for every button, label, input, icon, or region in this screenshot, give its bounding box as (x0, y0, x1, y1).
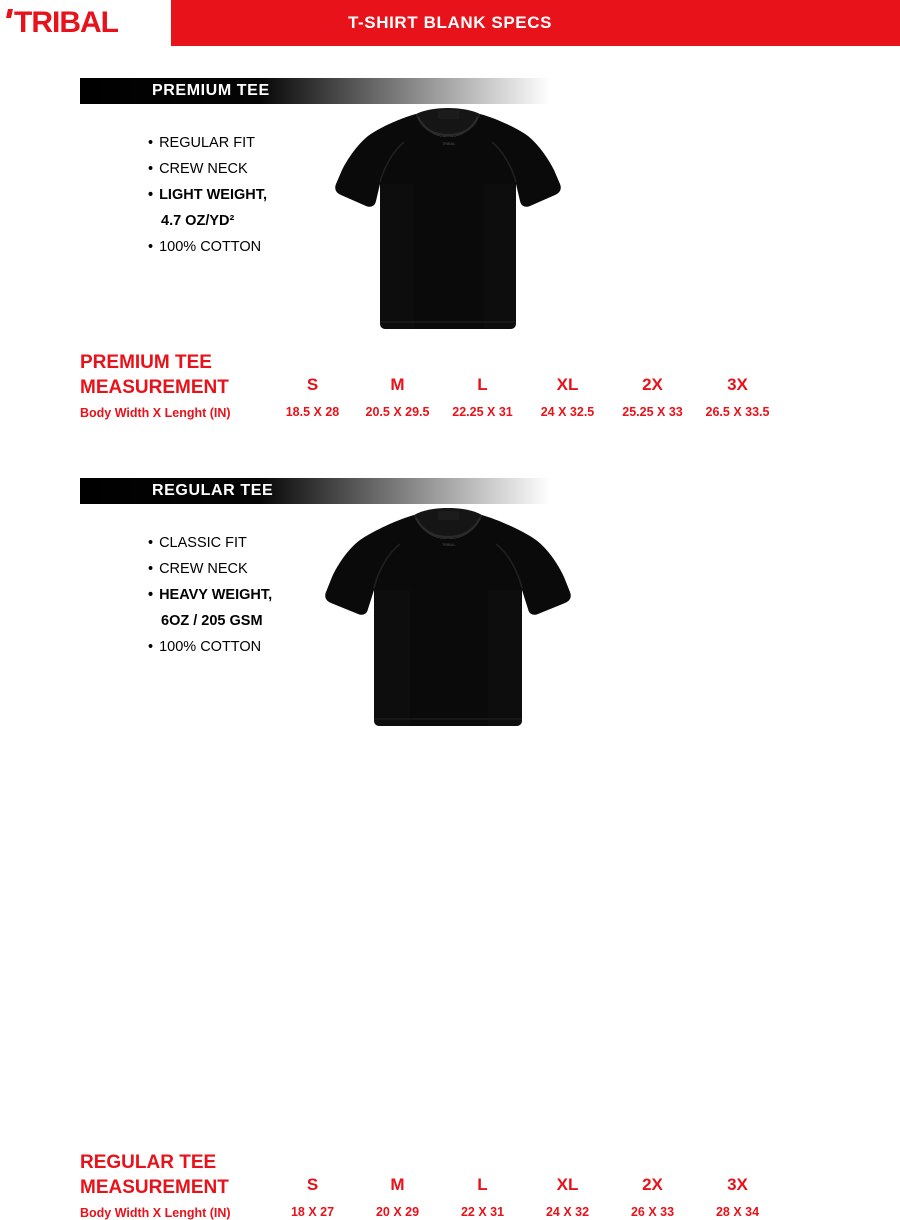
section-banner (80, 78, 550, 104)
section-banner (80, 478, 550, 504)
table-row (270, 1205, 780, 1219)
bullet-dot-icon: • (148, 535, 154, 551)
list-item-label: 100% COTTON (159, 239, 262, 255)
premium-tee-illustration (318, 108, 578, 358)
table-cell: 22 X 31 (460, 1205, 505, 1219)
table-cell: 20 X 29 (375, 1205, 420, 1219)
column-header: L (477, 1175, 488, 1194)
table-header-row (270, 375, 780, 395)
column-header: M (390, 1175, 405, 1194)
table-title-line1: REGULAR TEE (80, 1152, 217, 1173)
list-item-label: 6OZ / 205 GSM (161, 613, 263, 629)
brand-logo (0, 0, 170, 46)
table-cell: 22.25 X 31 (452, 405, 513, 419)
table-cell: 18 X 27 (290, 1205, 335, 1219)
list-item-label: CREW NECK (159, 561, 248, 577)
neck-tag-label: TRIBAL (442, 542, 456, 547)
bullet-dot-icon: • (148, 161, 154, 177)
column-header: XL (556, 375, 579, 394)
table-cell: 24 X 32.5 (540, 405, 595, 419)
bullet-dot-icon: • (148, 239, 154, 255)
list-item-label: LIGHT WEIGHT, (159, 187, 268, 203)
bullet-dot-icon: • (148, 561, 154, 577)
bullet-dot-icon: • (148, 187, 154, 203)
list-item-label: 4.7 OZ/YD² (161, 213, 235, 229)
table-cell: 26.5 X 33.5 (705, 405, 770, 419)
page-title: T-SHIRT BLANK SPECS (347, 13, 553, 32)
column-header: L (477, 375, 488, 394)
column-header: 3X (727, 1175, 748, 1194)
column-header: 2X (642, 375, 663, 394)
table-row (270, 405, 780, 419)
table-title-line2: MEASUREMENT (80, 1177, 229, 1198)
bullet-dot-icon: • (148, 587, 154, 603)
neck-tag-label: TRIBAL (442, 141, 456, 146)
brand-name: TRIBAL (14, 6, 118, 39)
table-cell: 20.5 X 29.5 (365, 405, 430, 419)
column-header: S (306, 375, 319, 394)
regular-tee-illustration (318, 508, 578, 758)
row-label: Body Width X Lenght (IN) (80, 406, 231, 420)
column-header: M (390, 375, 405, 394)
list-item-label: HEAVY WEIGHT, (159, 587, 273, 603)
table-header-row (270, 1175, 780, 1195)
table-cell: 26 X 33 (630, 1205, 675, 1219)
table-cell: 18.5 X 28 (285, 405, 340, 419)
column-header: XL (556, 1175, 579, 1194)
column-header: 2X (642, 1175, 663, 1194)
table-cell: 25.25 X 33 (622, 405, 683, 419)
page-header (0, 0, 900, 46)
column-header: 3X (727, 375, 748, 394)
row-label: Body Width X Lenght (IN) (80, 1206, 231, 1220)
list-item-label: CREW NECK (159, 161, 248, 177)
bullet-dot-icon: • (148, 639, 154, 655)
table-cell: 24 X 32 (545, 1205, 590, 1219)
list-item-label: 100% COTTON (159, 639, 262, 655)
table-cell: 28 X 34 (715, 1205, 760, 1219)
list-item-label: REGULAR FIT (159, 135, 255, 151)
column-header: S (306, 1175, 319, 1194)
section-banner-label: REGULAR TEE (152, 482, 274, 499)
table-title-line1: PREMIUM TEE (80, 352, 212, 373)
list-item-label: CLASSIC FIT (159, 535, 247, 551)
table-title-line2: MEASUREMENT (80, 377, 229, 398)
bullet-dot-icon: • (148, 135, 154, 151)
section-banner-label: PREMIUM TEE (152, 82, 270, 99)
